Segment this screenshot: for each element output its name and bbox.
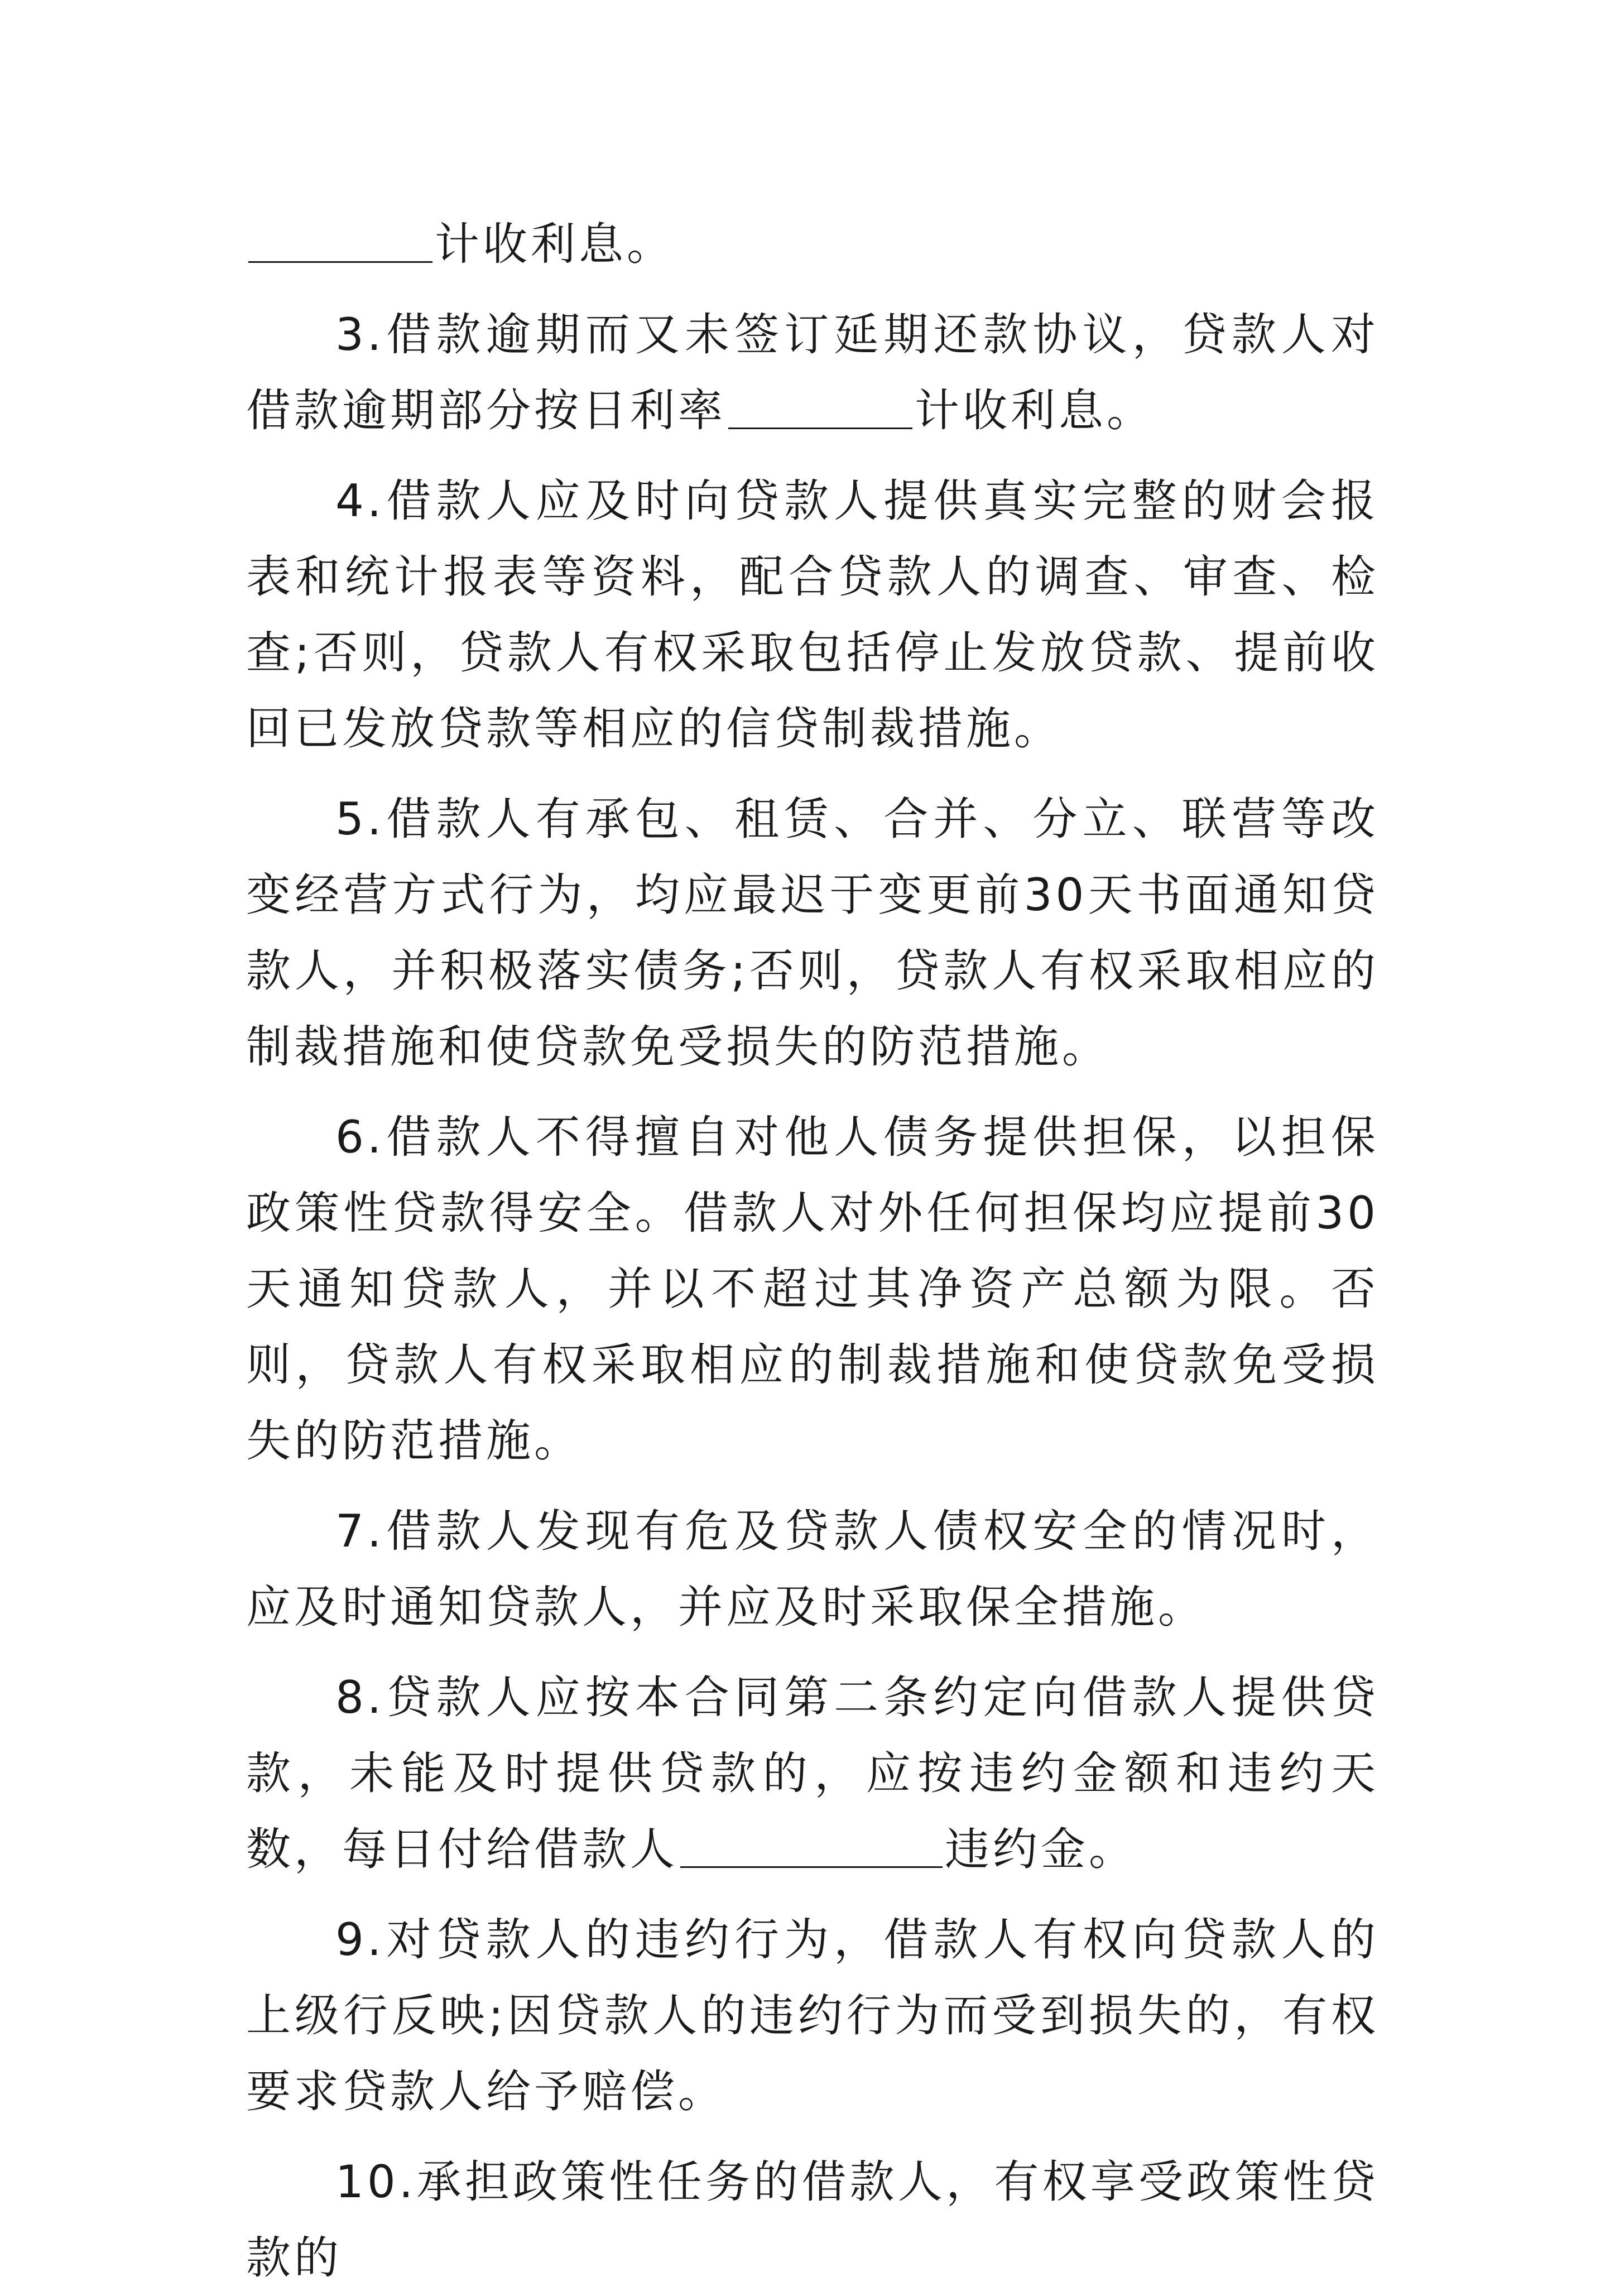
clause-4: 4.借款人应及时向贷款人提供真实完整的财会报表和统计报表等资料，配合贷款人的调查、审查、检查;否则，贷款人有权采取包括停止发放贷款、提前收回已发放贷款等相应的信贷制裁措施。 xyxy=(246,475,1379,755)
clause-7: 7.借款人发现有危及贷款人债权安全的情况时，应及时通知贷款人，并应及时采取保全措施。 xyxy=(246,1505,1379,1633)
blank-field xyxy=(680,1822,943,1868)
clause-8: 8.贷款人应按本合同第二条约定向借款人提供贷款，未能及时提供贷款的，应按违约金额和违约天数，每日付给借款人 违约金。 xyxy=(246,1671,1379,1875)
clause-6: 6.借款人不得擅自对他人债务提供担保，以担保政策性贷款得安全。借款人对外任何担保均应提前30天通知贷款人，并以不超过其净资产总额为限。否则，贷款人有权采取相应的制裁措施和使贷款免受损失的防范措施。 xyxy=(246,1111,1379,1467)
continued-line: 计收利息。 xyxy=(246,206,1379,282)
clause-10: 10.承担政策性任务的借款人，有权享受政策性贷款的 xyxy=(246,2156,1379,2284)
document-body xyxy=(246,206,1379,2296)
clause-5: 5.借款人有承包、租赁、合并、分立、联营等改变经营方式行为，均应最迟于变更前30天书面通知贷款人，并积极落实债务;否则，贷款人有权采取相应的制裁措施和使贷款免受损失的防范措施。 xyxy=(246,793,1379,1073)
blank-field xyxy=(248,217,432,263)
clause-9: 9.对贷款人的违约行为，借款人有权向贷款人的上级行反映;因贷款人的违约行为而受到损失的，有权要求贷款人给予赔偿。 xyxy=(246,1914,1379,2117)
clause-3: 3.借款逾期而又未签订延期还款协议，贷款人对借款逾期部分按日利率 计收利息。 xyxy=(246,309,1379,436)
blank-field xyxy=(728,383,912,429)
